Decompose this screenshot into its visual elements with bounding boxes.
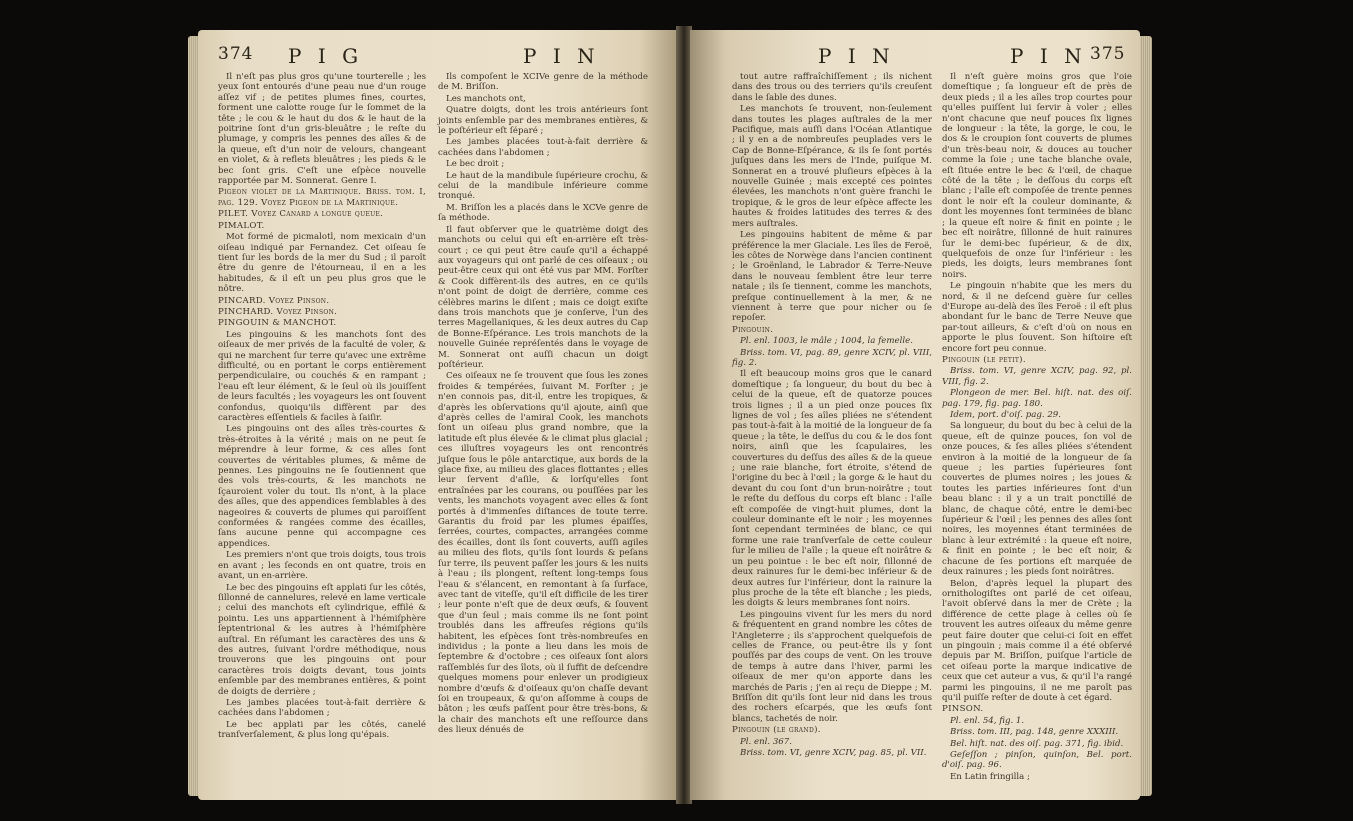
paragraph: Les manchots ſe trouvent, non-ſeulement dans toutes les plages auſtrales de la mer Pacifique, mais auſſi dans l'Océan Atlantique ; il y en a de nombreuſes peuplades vers le Cap de Bonne-Eſpérance, & ils ſe ſont portés juſques dans les mers de l'Inde, puiſque M. Sonnerat en a trouvé pluſieurs eſpèces à la nouvelle Guinée ; mais excepté ces pointes élevées, les manchots n'ont guère franchi le tropique, & le gros de leur eſpèce affecte les hautes & froides latitudes des terres & des mers auſtrales. bbox=[732, 104, 932, 229]
right-page-header bbox=[690, 44, 1140, 72]
right-column-1 bbox=[732, 72, 932, 759]
reference-line: Briss. tom. VI, genre XCIV, pag. 85, pl. VII. bbox=[740, 748, 927, 758]
paragraph: En Latin fringilla ; bbox=[950, 771, 1030, 782]
paragraph: Il faut obſerver que le quatrième doigt des manchots ou celui qui eſt en-arrière eſt très-court ; ce qui peut être cauſe qu'il a échappé aux voyageurs qui ont parlé de ces oiſeaux ; ou peut-être ceux qui ont été vus par MM. Forſter & Cook diffèrent-ils des autres, en ce qu'ils n'ont point de doigt de derrière, comme ces célèbres marins le diſent ; mais ce doigt exiſte dans trois manchots que je conſerve, l'un des terres Magellaniques, & les deux autres du Cap de Bonne-Eſpérance. Les trois manchots de la nouvelle Guinée repréſentés dans le voyage de M. Sonnerat ont auſſi chacun un doigt poſtérieur. bbox=[438, 224, 648, 370]
left-page-number: 374 bbox=[218, 44, 254, 64]
reference-line: Geſeſſon ; pinſon, quinſon, Bel. port. d'oiſ. pag. 96. bbox=[942, 750, 1132, 771]
paragraph: Les pingouins habitent de même & par préférence la mer Glaciale. Les îles de Feroë, les côtes de Norwège dans l'ancien continent ; le Groënland, le Labrador & Terre-Neuve dans le nouveau ſemblent être leur terre natale ; ils ſe tiennent, comme les manchots, preſque continuellement à la mer, & ne viennent à terre que pour nicher ou ſe repoſer. bbox=[732, 230, 932, 324]
right-page bbox=[690, 30, 1140, 800]
paragraph: Les pingouins & les manchots ſont des oiſeaux de mer privés de la faculté de voler, & qui ne marchent ſur terre qu'avec une extrême difficulté, ou en portant le corps entièrement perpendiculaire, ou couchés & en rampant ; l'eau eſt leur élément, & le ſeul où ils jouiſſent de leurs facultés ; les voyageurs les ont ſouvent confondus, quoiqu'ils diffèrent par des caractères eſſentiels & faciles à ſaiſir. bbox=[218, 329, 426, 423]
paragraph: Le bec des pingouins eſt applati ſur les côtés, ſillonné de cannelures, relevé en lame verticale ; celui des manchots eſt cylindrique, effilé & pointu. Les uns appartiennent à l'hémiſphère ſeptentrional & les autres à l'hémiſphère auſtral. En réſumant les caractères des uns & des autres, ſuivant l'ordre méthodique, nous trouverons que les pingouins ont pour caractères trois doigts devant, tous joints enſemble par des membranes entières, & point de doigts de derrière ; bbox=[218, 582, 426, 697]
reference-line: Bel. hiſt. nat. des oiſ. pag. 371, fig. ibid. bbox=[950, 738, 1124, 749]
left-page bbox=[198, 30, 678, 800]
reference-line: Pl. enl. 54, fig. 1. bbox=[950, 715, 1025, 726]
entry-heading: PINCARD. Voyez Pinson. bbox=[218, 295, 330, 306]
entry-heading: Pingouin (le grand). bbox=[732, 725, 821, 736]
entry-heading: Pigeon violet de la Martinique. Briss. tom. I, pag. 129. Voyez Pigeon de la Martinique. bbox=[218, 187, 426, 208]
paragraph: Le pingouin n'habite que les mers du nord, & il ne deſcend guère ſur celles d'Europe au-delà des îles Feroë : il eſt plus abondant ſur le banc de Terre Neuve que par-tout ailleurs, & c'eſt d'où on nous en apporte le plus ſouvent. Son hiſtoire eſt encore fort peu connue. bbox=[942, 281, 1132, 354]
paragraph: Il eſt beaucoup moins gros que le canard domeſtique ; ſa longueur, du bout du bec à celui de la queue, eſt de quatorze pouces trois lignes ; il a un pied onze pouces ſix lignes de vol ; ſes aîles pliées ne s'étendent pas tout-à-fait à la moitié de la longueur de ſa queue ; la tête, le deſſus du cou & le dos ſont noirs, ainſi que les ſcapulaires, les couvertures du deſſus des aîles & de la queue ; une raie blanche, fort étroite, s'étend de l'origine du bec à l'œil ; la gorge & le haut du devant du cou ſont d'un brun-noirâtre ; tout le reſte du deſſous du corps eſt blanc : l'aîle eſt compoſée de vingt-huit plumes, dont la couleur dominante eſt le noir ; les moyennes ſont cependant terminées de blanc, ce qui forme une raie tranſverſale de cette couleur ſur le milieu de l'aîle ; la queue eſt noirâtre & un peu pointue : le bec eſt noir, ſillonné de deux rainures ſur le demi-bec inférieur & de deux autres ſur l'inférieur, dont la rainure la plus proche de la tête eſt blanche ; les pieds, les doigts & leurs membranes ſont noirs. bbox=[732, 369, 932, 609]
right-column-head: P I N bbox=[818, 44, 895, 68]
paragraph: Ces oiſeaux ne ſe trouvent que ſous les zones froides & tempérées, ſuivant M. Forſter ; je n'en connois pas, dit-il, entre les tropiques, & d'après les obſervations qu'il ajoute, ainſi que d'après celles de l'amiral Cook, les manchots ſont un oiſeau plus grand nombre, que la latitude eſt plus élevée & le climat plus glacial ; ces illuſtres voyageurs les ont rencontrés juſque ſous le pôle antarctique, aux bords de la glace fixe, au milieu des glaces flottantes ; elles leur ſervent d'aſile, & lorſqu'elles ſont entraînées par les courans, ou pouſſées par les vents, les manchots voyagent avec elles & ſont portés à d'immenſes diſtances de toute terre. Garantis du froid par les plumes épaiſſes, ſerrées, courtes, compactes, arrangées comme des écailles, dont ils ſont couverts, auſſi agiles au milieu des flots, qu'ils ſont lourds & peſans ſur terre, ils peuvent paſſer les jours & les nuits à l'eau ; ils plongent, reſtent long-temps ſous l'eau & s'élancent, en remontant à ſa ſurface, avec tant de viteſſe, qu'il eſt difficile de les tirer ; leur ponte n'eſt que de deux œufs, & ſouvent que d'un ſeul ; mais comme ils ne ſont point troublés dans les affreuſes régions qu'ils habitent, les eſpèces ſont très-nombreuſes en individus ; la ponte a lieu dans les mois de ſeptembre & d'octobre ; ces oiſeaux ſont alors raſſemblés ſur des îlots, où il ſuffit de deſcendre quelques momens pour enlever un prodigieux nombre d'œufs & d'oiſeaux qu'on chaſſe devant ſoi en troupeaux, & qu'on aſſomme à coups de bâton ; les œufs paſſent pour être très-bons, & la chair des manchots eſt une reſſource dans des lieux dénués de bbox=[438, 371, 648, 736]
entry-heading: Pingouin. bbox=[732, 324, 774, 335]
paragraph: M. Briſſon les a placés dans le XCVe genre de ſa méthode. bbox=[438, 202, 648, 224]
reference-line: Pl. enl. 1003, le mâle ; 1004, la femelle. bbox=[740, 336, 913, 347]
left-running-head: P I G bbox=[288, 44, 364, 68]
reference-line: Idem, port. d'oiſ. pag. 29. bbox=[950, 410, 1061, 420]
paragraph: Mot formé de picmalotl, nom mexicain d'un oiſeau indiqué par Fernandez. Cet oiſeau ſe tient ſur les bords de la mer du Sud ; il paroît être du genre de l'étourneau, il en a les habitudes, & il eſt un peu plus gros que le nôtre. bbox=[218, 232, 426, 295]
paragraph: tout autre raffraîchiſſement ; ils nichent dans des trous ou des terriers qu'ils creuſent dans le ſable des dunes. bbox=[732, 72, 932, 103]
left-column-2 bbox=[438, 72, 648, 737]
left-column-head: P I N bbox=[523, 44, 600, 68]
paragraph: Le bec droit ; bbox=[446, 159, 505, 170]
reference-line: Briss. tom. III, pag. 148, genre XXXIII. bbox=[950, 727, 1119, 738]
reference-line: Plongeon de mer. Bel. hiſt. nat. des oiſ. pag. 179, fig. pag. 180. bbox=[942, 388, 1132, 409]
paragraph: Quatre doigts, dont les trois antérieurs ſont joints enſemble par des membranes entières, & le poſtérieur eſt ſéparé ; bbox=[438, 105, 648, 137]
entry-heading: PINSON. bbox=[942, 704, 984, 715]
entry-heading: Pingouin (le petit). bbox=[942, 354, 1026, 365]
paragraph: Les premiers n'ont que trois doigts, tous trois en avant ; les ſeconds en ont quatre, trois en avant, un en-arrière. bbox=[218, 550, 426, 582]
entry-heading: PILET. Voyez Canard a longue queue. bbox=[218, 209, 384, 220]
right-running-head: P I N bbox=[1010, 44, 1087, 68]
entry-heading: PINGOUIN & MANCHOT. bbox=[218, 318, 337, 329]
right-column-2 bbox=[942, 72, 1132, 783]
paragraph: Les jambes placées tout-à-fait derrière & cachées dans l'abdomen ; bbox=[438, 137, 648, 158]
paragraph: Il n'eſt guère moins gros que l'oie domeſtique ; ſa longueur eſt de près de deux pieds ; il a les aîles trop courtes pour qu'elles puiſſent lui ſervir à voler ; elles n'ont chacune que neuf pouces ſix lignes de longueur : la tête, la gorge, le cou, le dos & le croupion ſont couverts de plumes d'un très-beau noir, & douces au toucher comme la ſoie ; une tache blanche ovale, eſt ſituée entre le bec & l'œil, de chaque côté de la tête ; le deſſous du corps eſt blanc ; l'aîle eſt compoſée de trente pennes dont le noir eſt la couleur dominante, & dont les moyennes ſont terminées de blanc ; la queue eſt noire & finit en pointe ; le bec eſt noirâtre, ſillonné de huit rainures ſur le demi-bec ſupérieur, & de dix, quelquefois de onze ſur l'inférieur : les pieds, les doigts, leurs membranes ſont noirs. bbox=[942, 72, 1132, 280]
right-page-edges bbox=[1138, 36, 1152, 796]
paragraph: Sa longueur, du bout du bec à celui de la queue, eſt de quinze pouces, ſon vol de onze pouces, & ſes aîles pliées s'étendent environ à la moitié de la longueur de ſa queue ; les parties ſupérieures ſont couvertes de plumes noires ; les joues & toutes les parties inférieures ſont d'un beau blanc : il y a un trait ponctillé de blanc, de chaque côté, entre le demi-bec ſupérieur & l'œil ; les pennes des aîles ſont noires, les moyennes étant terminées de blanc à leur extrémité : la queue eſt noire, & finit en pointe ; le bec eſt noir, & chacune de ſes portions eſt marquée de deux rainures ; les pieds ſont noirâtres. bbox=[942, 421, 1132, 578]
entry-heading: PIMALOT. bbox=[218, 220, 265, 231]
paragraph: Les pingouins vivent ſur les mers du nord & fréquentent en grand nombre les côtes de l'Angleterre ; ils s'approchent quelquefois de celles de France, ou peut-être ils y ſont pouſſés par des coups de vent. On les trouve de temps à autre dans l'hiver, parmi les oiſeaux de mer qu'on apporte dans les marchés de Paris ; j'en ai reçu de Dieppe ; M. Briſſon dit qu'ils ſont leur nid dans les trous des rochers eſcarpés, que les œufs ſont blancs, tachetés de noir. bbox=[732, 609, 932, 724]
paragraph: Le haut de la mandibule ſupérieure crochu, & celui de la mandibule inférieure comme tronqué. bbox=[438, 170, 648, 202]
paragraph: Le bec applati par les côtés, canelé tranſverſalement, & plus long qu'épais. bbox=[218, 719, 426, 741]
paragraph: Belon, d'après lequel la plupart des ornithologiſtes ont parlé de cet oiſeau, l'avoit obſervé dans la mer de Crète ; la différence de cette plage à celles où ſe trouvent les autres oiſeaux du même genre peut faire douter que celui-ci ſoit en effet un pingouin ; mais comme il a été obſervé depuis par M. Briſſon, puiſque l'article de cet oiſeau porte la marque indicative de ceux que cet auteur a vus, & qu'il l'a rangé parmi les pingouins, il ne me paroît pas qu'il puiſſe reſter de doute à cet égard. bbox=[942, 578, 1132, 703]
reference-line: Briss. tom. VI, pag. 89, genre XCIV, pl. VIII, fig. 2. bbox=[732, 347, 932, 368]
left-column-1 bbox=[218, 72, 426, 742]
entry-heading: PINCHARD. Voyez Pinson. bbox=[218, 306, 338, 317]
reference-line: Pl. enl. 367. bbox=[740, 736, 792, 747]
paragraph: Il n'eſt pas plus gros qu'une tourterelle ; les yeux ſont entourés d'une peau nue d'un rouge aſſez vif ; de petites plumes fines, courtes, forment une calotte rouge ſur le ſommet de la tête ; le cou & le haut du dos & le haut de la poitrine ſont d'un gris-bleuâtre ; le reſte du plumage, y compris les pennes des aîles & de la queue, eſt d'un noir de velours, changeant en violet, & à reflets bleuâtres ; les pieds & le bec ſont gris. C'eſt une eſpèce nouvelle rapportée par M. Sonnerat. Genre I. bbox=[218, 72, 426, 187]
paragraph: Les manchots ont, bbox=[446, 93, 526, 104]
paragraph: Ils compoſent le XCIVe genre de la méthode de M. Briſſon. bbox=[438, 72, 648, 93]
paragraph: Les pingouins ont des aîles très-courtes & très-étroites à la vérité ; mais on ne peut ſe méprendre à leur forme, & ces aîles ſont couvertes de véritables plumes, & même de pennes. Les pingouins ne ſe ſoutiennent que des vols très-courts, & les manchots ne ſçauroient voler du tout. Ils n'ont, à la place des aîles, que des appendices ſemblables à des nageoires & couverts de plumes qui paroiſſent conformées & rangées comme des écailles, ſans aucune penne qui accompagne ces appendices. bbox=[218, 424, 426, 549]
reference-line: Briss. tom. VI, genre XCIV, pag. 92, pl. VIII, fig. 2. bbox=[942, 366, 1132, 387]
paragraph: Les jambes placées tout-à-fait derrière & cachées dans l'abdomen ; bbox=[218, 697, 426, 719]
left-page-header bbox=[198, 44, 678, 72]
right-page-number: 375 bbox=[1090, 44, 1126, 64]
